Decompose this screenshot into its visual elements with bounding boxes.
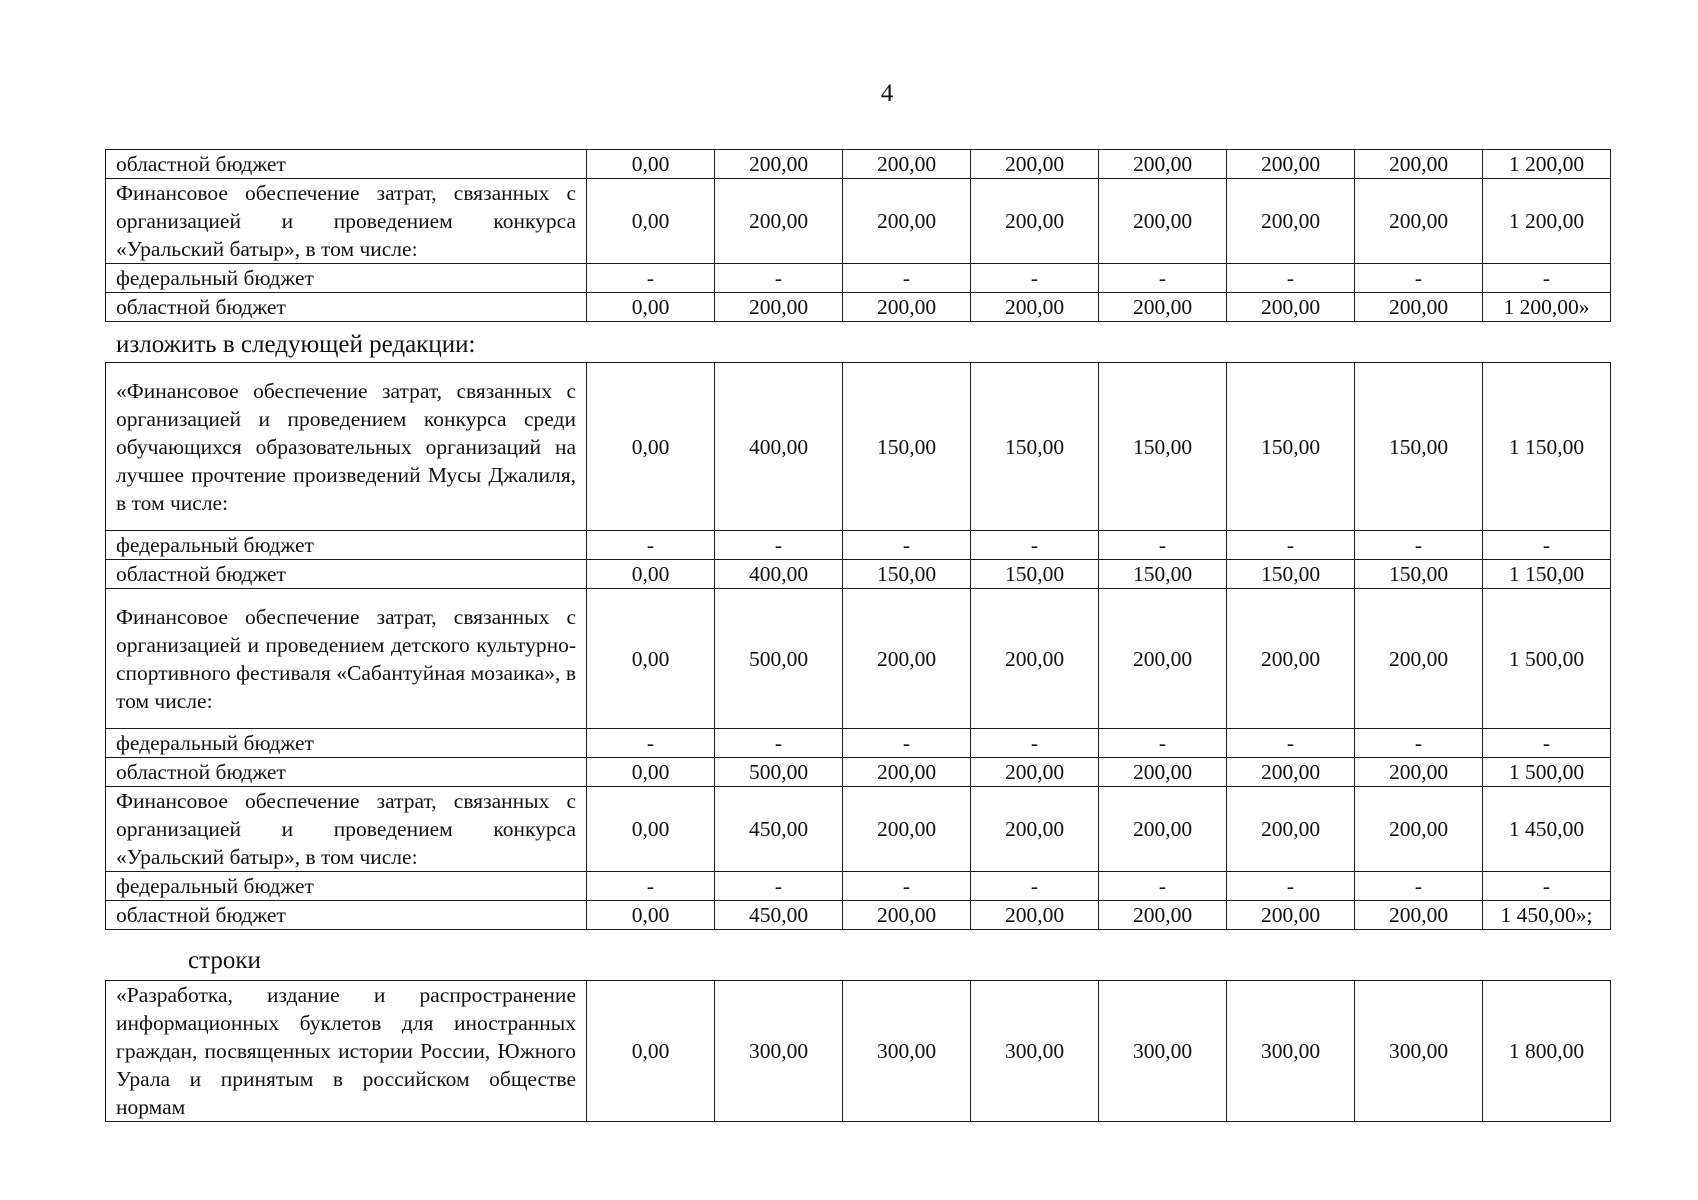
value-cell: -: [843, 872, 971, 901]
value-cell: -: [971, 872, 1099, 901]
value-cell: -: [1099, 264, 1227, 293]
value-cell: 0,00: [587, 179, 715, 264]
row-label: областной бюджет: [106, 293, 587, 322]
value-cell: 1 500,00: [1483, 758, 1611, 787]
row-label: «Разработка, издание и распространение информационных буклетов для иностранных граждан, посвященных истории России, Южного Урала и принятым в российском обществе нормам: [106, 981, 587, 1122]
value-cell: 200,00: [843, 589, 971, 729]
value-cell: 200,00: [1355, 293, 1483, 322]
value-cell: -: [715, 729, 843, 758]
value-cell: -: [843, 531, 971, 560]
row-label: федеральный бюджет: [106, 531, 587, 560]
value-cell: 450,00: [715, 901, 843, 930]
value-cell: 200,00: [715, 293, 843, 322]
value-cell: 300,00: [715, 981, 843, 1122]
value-cell: -: [1099, 729, 1227, 758]
value-cell: 150,00: [843, 363, 971, 531]
value-cell: -: [1483, 729, 1611, 758]
value-cell: -: [971, 264, 1099, 293]
table-row: [106, 531, 1611, 560]
value-cell: 200,00: [1355, 901, 1483, 930]
value-cell: 150,00: [1355, 363, 1483, 531]
value-cell: 200,00: [971, 179, 1099, 264]
row-label: областной бюджет: [106, 901, 587, 930]
value-cell: 200,00: [1227, 787, 1355, 872]
value-cell: -: [843, 264, 971, 293]
value-cell: 200,00: [971, 787, 1099, 872]
value-cell: 200,00: [1227, 293, 1355, 322]
value-cell: 500,00: [715, 589, 843, 729]
table-row: [106, 729, 1611, 758]
value-cell: -: [715, 531, 843, 560]
value-cell: 400,00: [715, 560, 843, 589]
value-cell: 200,00: [1099, 787, 1227, 872]
row-label: «Финансовое обеспечение затрат, связанных с организацией и проведением конкурса среди обучающихся образовательных организаций на лучшее прочтение произведений Мусы Джалиля, в том числе:: [106, 363, 587, 531]
value-cell: 0,00: [587, 758, 715, 787]
table-row: [106, 264, 1611, 293]
value-cell: 450,00: [715, 787, 843, 872]
value-cell: 200,00: [1355, 787, 1483, 872]
value-cell: 1 450,00»;: [1483, 901, 1611, 930]
value-cell: 200,00: [1099, 589, 1227, 729]
table-row: [106, 293, 1611, 322]
budget-table-original: [105, 149, 1611, 322]
value-cell: 200,00: [1227, 179, 1355, 264]
value-cell: 0,00: [587, 589, 715, 729]
amendment-heading: изложить в следующей редакции:: [116, 331, 476, 358]
budget-table-rows: [105, 980, 1611, 1122]
row-label: областной бюджет: [106, 758, 587, 787]
value-cell: 150,00: [1355, 560, 1483, 589]
budget-table-new-edition: [105, 362, 1611, 930]
value-cell: 1 500,00: [1483, 589, 1611, 729]
value-cell: 300,00: [971, 981, 1099, 1122]
row-label: федеральный бюджет: [106, 872, 587, 901]
value-cell: -: [1355, 531, 1483, 560]
table-row: [106, 179, 1611, 264]
value-cell: -: [971, 531, 1099, 560]
table-row: [106, 150, 1611, 179]
value-cell: -: [715, 264, 843, 293]
table-row: [106, 758, 1611, 787]
row-label: Финансовое обеспечение затрат, связанных с организацией и проведением детского культурно-спортивного фестиваля «Сабантуйная мозаика», в том числе:: [106, 589, 587, 729]
rows-heading: строки: [188, 947, 261, 974]
value-cell: -: [1355, 872, 1483, 901]
value-cell: -: [1355, 264, 1483, 293]
value-cell: 150,00: [1099, 560, 1227, 589]
value-cell: -: [1099, 531, 1227, 560]
value-cell: 200,00: [1227, 901, 1355, 930]
value-cell: 200,00: [843, 787, 971, 872]
value-cell: -: [1099, 872, 1227, 901]
value-cell: 200,00: [1099, 901, 1227, 930]
value-cell: 200,00: [1227, 150, 1355, 179]
value-cell: 200,00: [715, 150, 843, 179]
value-cell: 1 150,00: [1483, 560, 1611, 589]
row-label: Финансовое обеспечение затрат, связанных с организацией и проведением конкурса «Уральский батыр», в том числе:: [106, 787, 587, 872]
value-cell: 0,00: [587, 981, 715, 1122]
value-cell: 1 450,00: [1483, 787, 1611, 872]
table-row: [106, 981, 1611, 1122]
page-number: 4: [880, 80, 894, 107]
table-row: [106, 589, 1611, 729]
value-cell: 0,00: [587, 901, 715, 930]
value-cell: 200,00: [971, 901, 1099, 930]
value-cell: 200,00: [1227, 758, 1355, 787]
value-cell: 200,00: [1355, 758, 1483, 787]
row-label: областной бюджет: [106, 560, 587, 589]
value-cell: -: [1227, 872, 1355, 901]
value-cell: -: [587, 264, 715, 293]
value-cell: 500,00: [715, 758, 843, 787]
value-cell: 150,00: [1099, 363, 1227, 531]
value-cell: -: [971, 729, 1099, 758]
value-cell: 0,00: [587, 150, 715, 179]
value-cell: -: [1483, 872, 1611, 901]
value-cell: -: [1227, 729, 1355, 758]
value-cell: 400,00: [715, 363, 843, 531]
value-cell: 200,00: [971, 758, 1099, 787]
table-row: [106, 901, 1611, 930]
value-cell: 0,00: [587, 787, 715, 872]
value-cell: 200,00: [971, 293, 1099, 322]
value-cell: 300,00: [1355, 981, 1483, 1122]
value-cell: 1 200,00»: [1483, 293, 1611, 322]
value-cell: 200,00: [1099, 758, 1227, 787]
value-cell: 0,00: [587, 293, 715, 322]
value-cell: 1 200,00: [1483, 150, 1611, 179]
value-cell: -: [1227, 264, 1355, 293]
value-cell: 200,00: [1355, 589, 1483, 729]
value-cell: 150,00: [1227, 560, 1355, 589]
value-cell: -: [587, 872, 715, 901]
value-cell: 200,00: [1099, 179, 1227, 264]
value-cell: 150,00: [843, 560, 971, 589]
value-cell: 300,00: [1227, 981, 1355, 1122]
value-cell: 200,00: [1099, 293, 1227, 322]
value-cell: 200,00: [843, 293, 971, 322]
value-cell: -: [1483, 531, 1611, 560]
value-cell: 200,00: [1227, 589, 1355, 729]
value-cell: 200,00: [715, 179, 843, 264]
table-row: [106, 787, 1611, 872]
value-cell: -: [1227, 531, 1355, 560]
value-cell: 0,00: [587, 560, 715, 589]
value-cell: 200,00: [971, 589, 1099, 729]
row-label: федеральный бюджет: [106, 729, 587, 758]
value-cell: 150,00: [971, 363, 1099, 531]
value-cell: -: [1483, 264, 1611, 293]
value-cell: 0,00: [587, 363, 715, 531]
row-label: областной бюджет: [106, 150, 587, 179]
value-cell: -: [587, 531, 715, 560]
value-cell: 1 800,00: [1483, 981, 1611, 1122]
table-row: [106, 363, 1611, 531]
table-row: [106, 872, 1611, 901]
value-cell: 300,00: [843, 981, 971, 1122]
value-cell: -: [715, 872, 843, 901]
value-cell: -: [1355, 729, 1483, 758]
row-label: федеральный бюджет: [106, 264, 587, 293]
value-cell: 200,00: [1355, 179, 1483, 264]
value-cell: 300,00: [1099, 981, 1227, 1122]
value-cell: 150,00: [971, 560, 1099, 589]
value-cell: 200,00: [843, 901, 971, 930]
value-cell: 200,00: [843, 179, 971, 264]
value-cell: 200,00: [843, 758, 971, 787]
row-label: Финансовое обеспечение затрат, связанных с организацией и проведением конкурса «Уральский батыр», в том числе:: [106, 179, 587, 264]
value-cell: 1 150,00: [1483, 363, 1611, 531]
value-cell: -: [587, 729, 715, 758]
value-cell: 1 200,00: [1483, 179, 1611, 264]
value-cell: 200,00: [1355, 150, 1483, 179]
value-cell: -: [843, 729, 971, 758]
value-cell: 200,00: [1099, 150, 1227, 179]
value-cell: 200,00: [843, 150, 971, 179]
table-row: [106, 560, 1611, 589]
value-cell: 150,00: [1227, 363, 1355, 531]
value-cell: 200,00: [971, 150, 1099, 179]
